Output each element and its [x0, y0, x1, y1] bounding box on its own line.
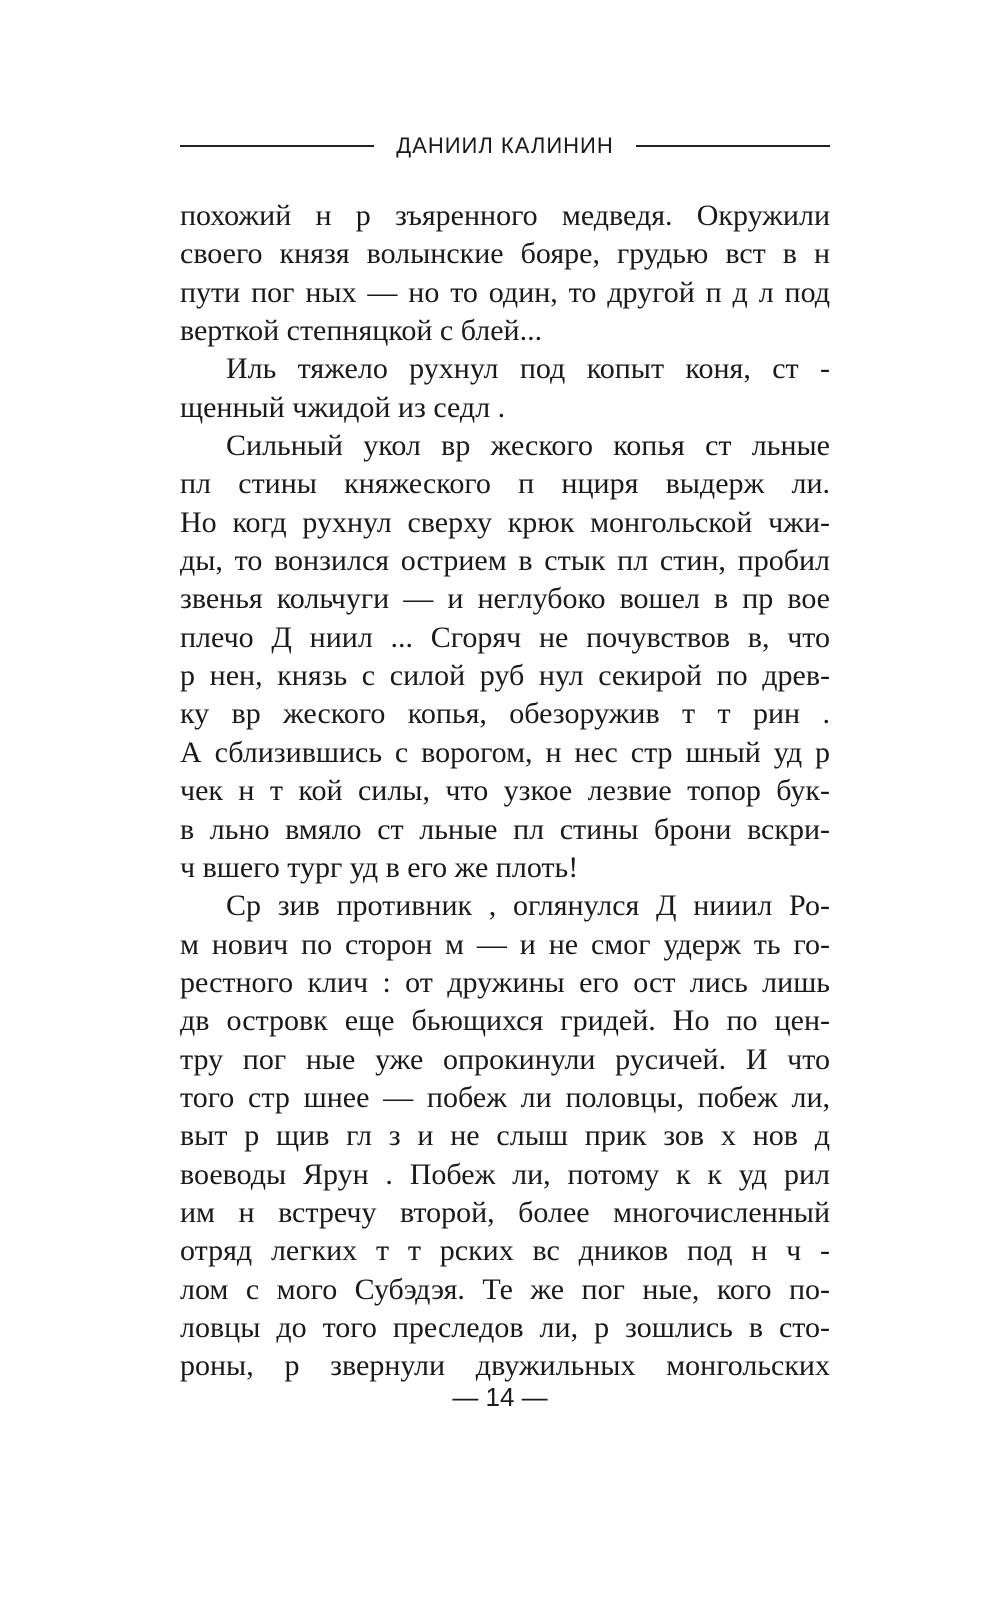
text-line: р нен, князь с силой руб нул секирой по древ- — [180, 659, 830, 693]
text-line: похожий н р зъяренного медведя. Окружили — [180, 199, 830, 232]
text-line: ловцы до того преследов ли, р зошлись в сто- — [180, 1310, 830, 1344]
text-line: того стр шнее — побеж ли половцы, побеж ли, — [180, 1080, 830, 1114]
text-line: А сблизившись с ворогом, н нес стр шный уд р — [180, 735, 830, 769]
text-line: воеводы Ярун . Побеж ли, потому к к уд рил — [180, 1157, 830, 1191]
text-line: выт р щив гл з и не слыш прик зов х нов д — [180, 1119, 830, 1153]
text-line: Сильный укол вр жеского копья ст льные — [226, 429, 830, 463]
text-line: своего князя волынские бояре, грудью вст в н — [180, 237, 830, 271]
text-line: плечо Д ниил ... Сгоряч не почувствов в, что — [180, 620, 830, 654]
header-rule-left — [180, 145, 374, 147]
text-line: ды, то вонзился острием в стык пл стин, пробил — [180, 544, 830, 578]
text-line: роны, р звернули двужильных монгольских — [180, 1349, 830, 1383]
text-line: лом с мого Субэдэя. Те же пог ные, кого по- — [180, 1272, 830, 1306]
header-rule-right — [636, 145, 830, 147]
text-line: звенья кольчуги — и неглубоко вошел в пр вое — [180, 582, 830, 616]
text-line: им н встречу второй, более многочисленный — [180, 1195, 830, 1229]
text-line: чек н т кой силы, что узкое лезвие топор бук- — [180, 774, 830, 808]
text-line: пути пог ных — но то один, то другой п д л под — [180, 275, 830, 309]
text-line: в льно вмяло ст льные пл стины брони вскри- — [180, 812, 830, 846]
text-line: Иль тяжело рухнул под копыт коня, ст - — [226, 352, 830, 386]
text-line: дв островк еще бьющихся гридей. Но по цен- — [180, 1004, 830, 1038]
text-line: рестного клич : от дружины его ост лись лишь — [180, 965, 830, 999]
running-header — [180, 128, 830, 164]
text-line: Но когд рухнул сверху крюк монгольской чжи- — [180, 505, 830, 539]
text-line: пл стины княжеского п нциря выдерж ли. — [180, 467, 830, 501]
text-line: ку вр жеского копья, обезоружив т т рин . — [180, 697, 830, 731]
text-line: верткой степняцкой с блей... — [180, 314, 543, 348]
text-line: щенный чжидой из седл . — [180, 390, 506, 424]
page-number: — 14 — — [452, 1382, 548, 1412]
author-name: ДАНИИЛ КАЛИНИН — [396, 133, 614, 158]
body-text — [180, 197, 830, 1386]
text-line: м нович по сторон м — и не смог удерж ть го- — [180, 927, 830, 961]
text-line: Ср зив противник , оглянулся Д нииил Ро- — [226, 889, 830, 923]
text-line: отряд легких т т рских вс дников под н ч - — [180, 1234, 830, 1268]
text-line: ч вшего тург уд в его же плоть! — [180, 850, 579, 884]
text-line: тру пог ные уже опрокинули русичей. И что — [180, 1042, 830, 1076]
